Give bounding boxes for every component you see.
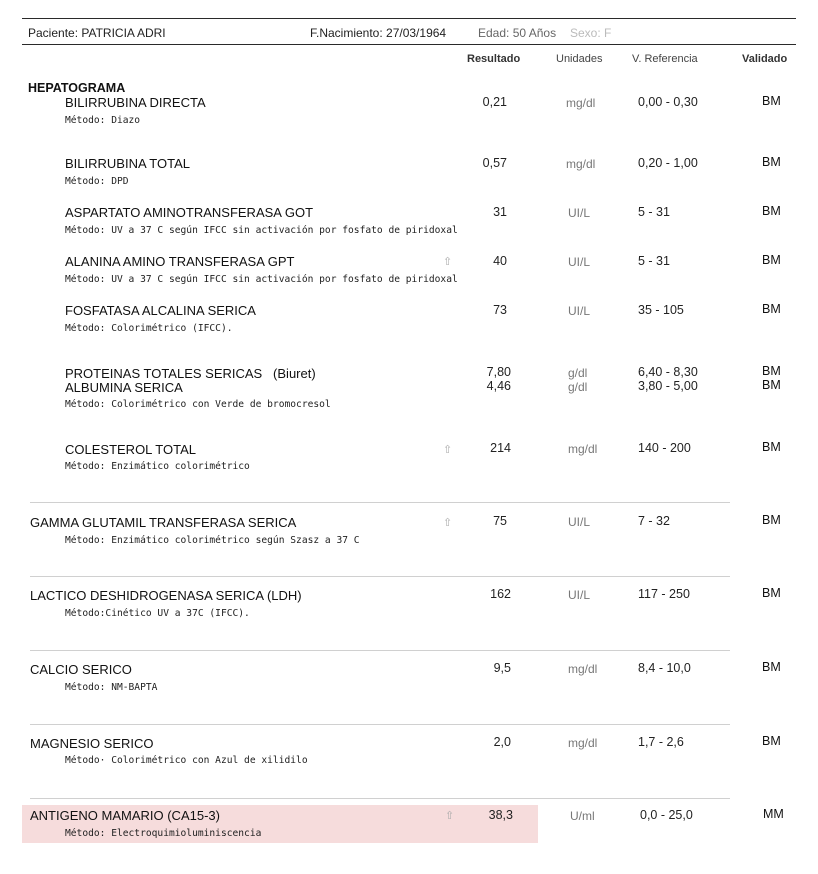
test-method: Método: UV a 37 C según IFCC sin activación por fosfato de piridoxal: [65, 274, 458, 285]
test-value: 31: [493, 205, 507, 219]
separator: [30, 650, 730, 651]
test-reference: 5 - 31: [638, 254, 670, 268]
patient-age: Edad: 50 Años: [478, 26, 557, 40]
top-rule: [22, 18, 796, 19]
test-value: 7,80: [486, 365, 511, 379]
test-value: 2,0: [493, 735, 511, 749]
test-reference: 7 - 32: [638, 514, 670, 528]
test-name: LACTICO DESHIDROGENASA SERICA (LDH): [30, 588, 302, 603]
test-unit: UI/L: [568, 304, 591, 318]
test-method: Método: UV a 37 C según IFCC sin activación por fosfato de piridoxal: [65, 225, 458, 236]
test-unit: mg/dl: [568, 736, 598, 750]
patient-sex: Sexo: F: [570, 26, 612, 40]
test-reference: 5 - 31: [638, 205, 670, 219]
test-name: FOSFATASA ALCALINA SERICA: [65, 303, 256, 318]
test-method: Método: DPD: [65, 176, 129, 187]
test-value: 73: [493, 303, 507, 317]
test-method: Método: Diazo: [65, 115, 141, 126]
test-validated: BM: [762, 204, 781, 218]
test-name: MAGNESIO SERICO: [30, 736, 154, 751]
test-reference: 117 - 250: [638, 587, 690, 601]
test-name: COLESTEROL TOTAL: [65, 442, 197, 457]
separator: [30, 724, 730, 725]
test-reference: 0,20 - 1,00: [638, 156, 698, 170]
test-name: GAMMA GLUTAMIL TRANSFERASA SERICA: [30, 515, 297, 530]
test-reference: 6,40 - 8,30: [638, 365, 698, 379]
test-reference: 1,7 - 2,6: [638, 735, 684, 749]
test-reference: 35 - 105: [638, 303, 684, 317]
test-method: Método· Colorimétrico con Azul de xilidilo: [65, 755, 308, 766]
test-value: 9,5: [493, 661, 511, 675]
column-result: Resultado: [467, 53, 521, 65]
test-name: BILIRRUBINA DIRECTA: [65, 95, 206, 110]
test-name: ALBUMINA SERICA: [65, 380, 183, 395]
test-unit: U/ml: [570, 809, 595, 823]
test-validated: MM: [763, 807, 784, 821]
test-unit: mg/dl: [566, 157, 596, 171]
up-arrow-icon: ⇧: [443, 256, 453, 268]
test-value: 214: [490, 441, 511, 455]
test-validated: BM: [762, 364, 781, 378]
test-unit: mg/dl: [568, 442, 598, 456]
test-unit: g/dl: [568, 366, 588, 380]
test-unit: UI/L: [568, 206, 591, 220]
test-validated: BM: [762, 734, 781, 748]
test-value: 0,57: [482, 156, 507, 170]
test-validated: BM: [762, 302, 781, 316]
test-validated: BM: [762, 586, 781, 600]
test-method: Método:Cinético UV a 37C (IFCC).: [65, 608, 250, 619]
test-name: BILIRRUBINA TOTAL: [65, 156, 190, 171]
column-reference: V. Referencia: [632, 53, 698, 65]
test-unit: UI/L: [568, 588, 591, 602]
test-method: Método: Electroquimioluminiscencia: [65, 828, 262, 839]
test-value: 4,46: [486, 379, 511, 393]
separator: [30, 502, 730, 503]
test-unit: UI/L: [568, 515, 591, 529]
test-reference: 3,80 - 5,00: [638, 379, 698, 393]
test-validated: BM: [762, 94, 781, 108]
patient-name: Paciente: PATRICIA ADRI: [28, 26, 166, 40]
test-value: 75: [493, 514, 507, 528]
test-reference: 0,00 - 0,30: [638, 95, 698, 109]
test-name: ANTIGENO MAMARIO (CA15-3): [30, 808, 220, 823]
test-method: Método: Enzimático colorimétrico según Szasz a 37 C: [65, 535, 360, 546]
test-value: 40: [493, 254, 507, 268]
section-title: HEPATOGRAMA: [28, 81, 126, 95]
test-unit: g/dl: [568, 380, 588, 394]
header-rule: [22, 44, 796, 45]
test-method: Método: Colorimétrico (IFCC).: [65, 323, 233, 334]
test-reference: 8,4 - 10,0: [638, 661, 691, 675]
test-value: 38,3: [488, 808, 513, 822]
test-method: Método: Enzimático colorimétrico: [65, 461, 250, 472]
test-validated: BM: [762, 378, 781, 392]
test-validated: BM: [762, 440, 781, 454]
test-validated: BM: [762, 155, 781, 169]
up-arrow-icon: ⇧: [443, 444, 453, 456]
test-method: Método: NM-BAPTA: [65, 682, 158, 693]
test-name: CALCIO SERICO: [30, 662, 132, 677]
up-arrow-icon: ⇧: [445, 810, 455, 822]
test-validated: BM: [762, 253, 781, 267]
test-reference: 140 - 200: [638, 441, 691, 455]
up-arrow-icon: ⇧: [443, 517, 453, 529]
test-method: Método: Colorimétrico con Verde de bromocresol: [65, 399, 331, 410]
test-validated: BM: [762, 513, 781, 527]
test-name: PROTEINAS TOTALES SERICAS (Biuret): [65, 366, 316, 381]
column-validated: Validado: [742, 53, 788, 65]
test-name: ASPARTATO AMINOTRANSFERASA GOT: [65, 205, 314, 220]
test-name: ALANINA AMINO TRANSFERASA GPT: [65, 254, 295, 269]
test-validated: BM: [762, 660, 781, 674]
test-value: 162: [490, 587, 511, 601]
test-unit: mg/dl: [566, 96, 596, 110]
patient-birthdate: F.Nacimiento: 27/03/1964: [310, 26, 447, 40]
test-unit: mg/dl: [568, 662, 598, 676]
test-value: 0,21: [482, 95, 507, 109]
column-units: Unidades: [556, 53, 603, 65]
separator: [30, 576, 730, 577]
separator: [30, 798, 730, 799]
test-reference: 0,0 - 25,0: [640, 808, 693, 822]
test-unit: UI/L: [568, 255, 591, 269]
